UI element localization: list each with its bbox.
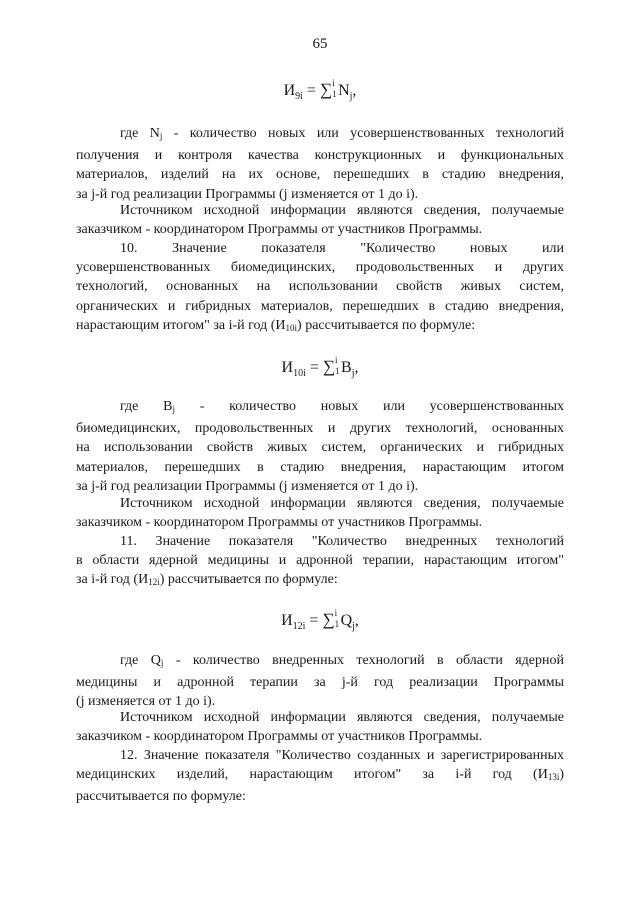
paragraph-source-3: Источником исходной информации являются сведения, получаемые заказчиком - координатором Программы от участников Программы. bbox=[76, 710, 564, 745]
sum-symbol: ∑ bbox=[322, 610, 335, 629]
sum-symbol: ∑ bbox=[319, 80, 333, 99]
paragraph-source-1: Источником исходной информации являются сведения, получаемые заказчиком - координатором Программы от участников Программы. bbox=[76, 203, 564, 238]
sum-symbol: ∑ bbox=[322, 357, 336, 376]
paragraph-qj-definition: где $Q_j$ - количество внедренных технологий в области ядерной медицины и адронной терапии за j-й год реализации Программы (j изменяется от 1 до i). bbox=[76, 653, 564, 710]
formula-i9: $И_{9i}$ = ∑ i 1 $N_j$, bbox=[283, 78, 357, 103]
page-number: 65 bbox=[312, 36, 328, 52]
paragraph-source-2: Источником исходной информации являются сведения, получаемые заказчиком - координатором Программы от участников Программы. bbox=[76, 496, 564, 531]
paragraph-item-11: 11. Значение показателя "Количество внедренных технологий в области ядерной медицины и адронной терапии, нарастающим итогом" за i-й год $(И_{12i})$ рассчитывается по формуле: bbox=[76, 534, 564, 588]
paragraph-item-12: 12. Значение показателя "Количество созданных и зарегистрированных медицинских изделий, нарастающим итогом" за i-й год $(И_{13i})$ рассчитывается по формуле: bbox=[76, 748, 564, 805]
formula-i10: $И_{10i}$ = ∑ i 1 $B_j$, bbox=[281, 355, 359, 380]
paragraph-nj-definition: где $N_j$ - количество новых или усовершенствованных технологий получения и контроля качества конструкционных и функциональных материалов, изделий на их основе, перешедших в стадию внедрения, за j-й год реализации Программы (j изменяется от 1 до i). bbox=[76, 126, 564, 202]
formula-i12: $И_{12i}$ = ∑ i 1 $Q_j$, bbox=[281, 608, 359, 633]
paragraph-bj-definition: где $B_j$ - количество новых или усовершенствованных биомедицинских, продовольственных и других технологий, основанных на использовании свойств живых систем, органических и гибридных материалов, перешедших в стадию внедрения, нарастающим итогом за j-й год реализации Программы (j изменяется от 1 до i). bbox=[76, 399, 564, 494]
paragraph-item-10: 10. Значение показателя "Количество новых или усовершенствованных биомедицинских, продовольственных и других технологий, основанных на использовании свойств живых систем, органических и гибридных материалов, перешедших в стадию внедрения, нарастающим итогом" за i-й год $(И_{10i})$ рассчитывается по формуле: bbox=[76, 241, 564, 333]
